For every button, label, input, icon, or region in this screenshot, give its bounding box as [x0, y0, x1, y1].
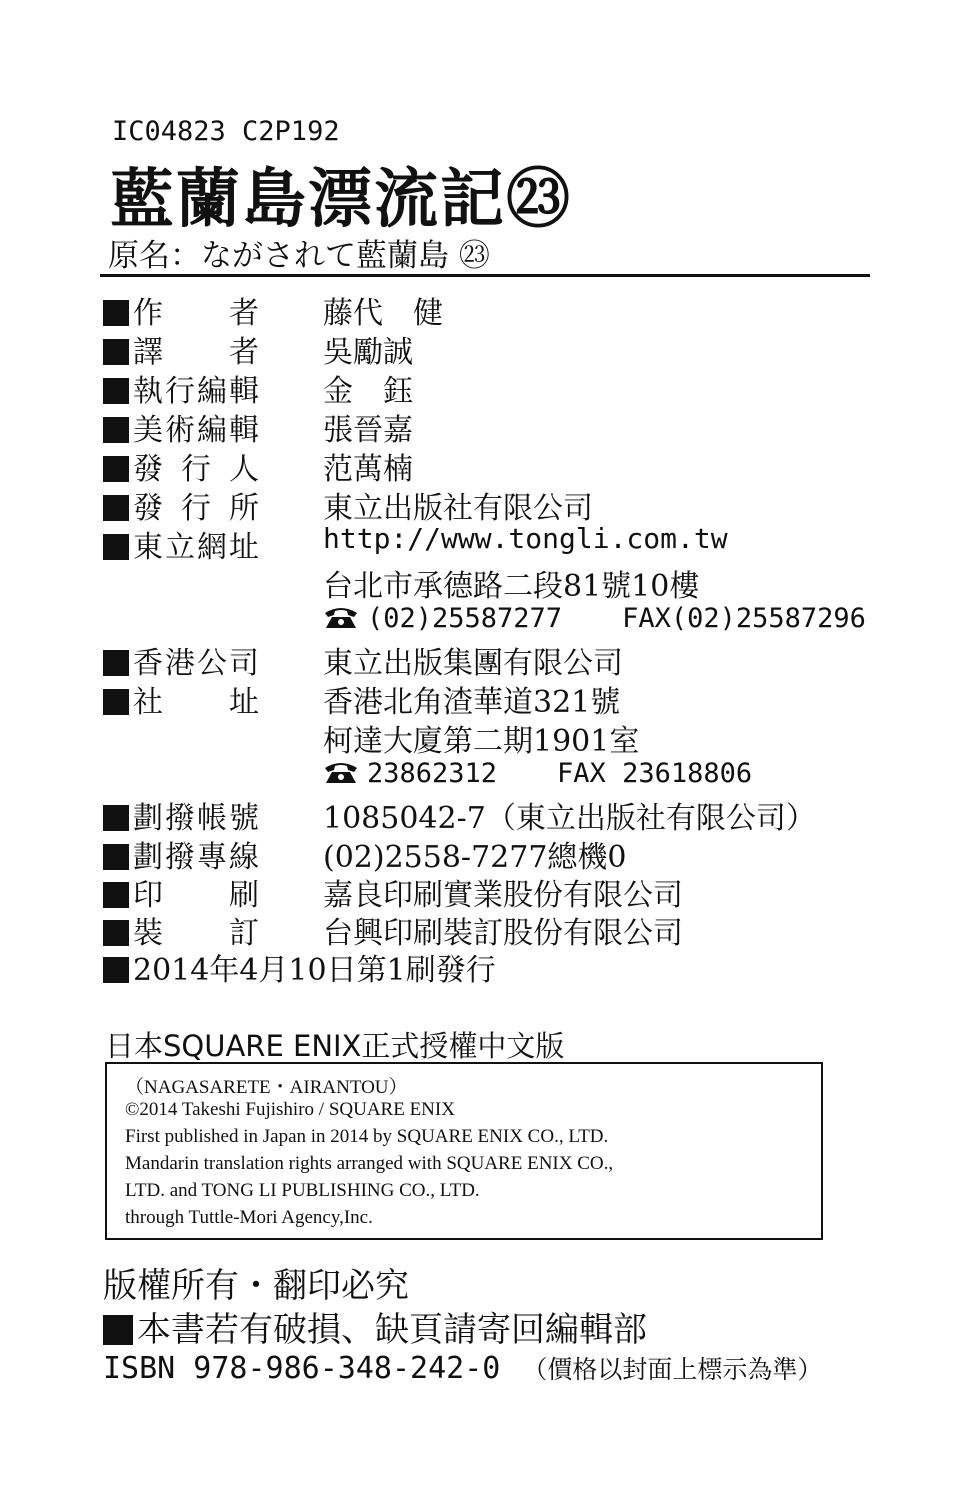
- publish-date-line: [103, 945, 496, 989]
- copyright-line: LTD. and TONG LI PUBLISHING CO., LTD.: [125, 1180, 480, 1201]
- telephone-icon: [323, 760, 359, 784]
- credit-label: 社 址: [133, 685, 259, 720]
- bullet-square: [103, 805, 129, 831]
- copyright-line: through Tuttle-Mori Agency,Inc.: [125, 1207, 373, 1228]
- telephone-icon: [323, 605, 359, 629]
- credit-value: 金 鈺: [323, 374, 413, 409]
- bullet-square: [103, 378, 129, 404]
- website-link[interactable]: http://www.tongli.com.tw: [323, 522, 728, 555]
- credit-label: 劃撥帳號: [133, 801, 259, 836]
- copyright-line: Mandarin translation rights arranged with SQUARE ENIX CO.,: [125, 1153, 614, 1174]
- bullet-square: [103, 339, 129, 365]
- copyright-line: ©2014 Takeshi Fujishiro / SQUARE ENIX: [125, 1099, 455, 1120]
- hk-fax: FAX 23618806: [557, 758, 753, 789]
- credit-label: 作 者: [133, 296, 259, 331]
- credit-value: 東立出版集團有限公司: [323, 646, 623, 681]
- isbn-line: [103, 1350, 822, 1386]
- publish-date: 2014年4月10日第1刷發行: [133, 953, 496, 988]
- credit-value: 張晉嘉: [323, 413, 413, 448]
- credit-value: 吳勵誠: [323, 335, 413, 370]
- title-divider: [100, 274, 870, 277]
- hk-phone: 23862312: [367, 758, 498, 789]
- credit-value: 嘉良印刷實業股份有限公司: [323, 878, 683, 913]
- bullet-square: [103, 920, 129, 946]
- credit-label: 裝 訂: [133, 916, 259, 951]
- hk-contact: [323, 755, 752, 790]
- credit-label: 印 刷: [133, 878, 259, 913]
- hk-address-line2: 柯達大廈第二期1901室: [323, 724, 640, 759]
- catalog-codes: IC04823 C2P192: [112, 116, 340, 147]
- bullet-square: [103, 495, 129, 521]
- credit-value: (02)2558-7277總機0: [323, 840, 627, 875]
- credit-value: 香港北角渣華道321號: [323, 685, 621, 720]
- bullet-square: [103, 417, 129, 443]
- authorized-edition: 日本SQUARE ENIX正式授權中文版: [105, 1029, 565, 1063]
- copyright-line: First published in Japan in 2014 by SQUARE ENIX CO., LTD.: [125, 1126, 609, 1147]
- taipei-phone: (02)25587277: [367, 603, 563, 634]
- bullet-square: [103, 882, 129, 908]
- bullet-square: [103, 456, 129, 482]
- rights-reserved: 版權所有・翻印必究: [103, 1266, 409, 1306]
- taipei-address: 台北市承德路二段81號10樓: [323, 569, 700, 604]
- credit-label: 譯 者: [133, 335, 259, 370]
- credit-label: 東立網址: [133, 530, 259, 565]
- credit-label: 劃撥專線: [133, 840, 259, 875]
- credit-value: 東立出版社有限公司: [323, 491, 593, 526]
- credit-value: 1085042-7（東立出版社有限公司）: [323, 801, 816, 836]
- bullet-square: [103, 844, 129, 870]
- price-note: （價格以封面上標示為準）: [522, 1355, 823, 1384]
- copyright-line: （NAGASARETE・AIRANTOU）: [125, 1077, 408, 1098]
- credit-value: 藤代 健: [323, 296, 443, 331]
- bullet-square: [103, 650, 129, 676]
- credit-label: 美術編輯: [133, 413, 259, 448]
- isbn: ISBN 978-986-348-242-0: [103, 1351, 501, 1386]
- taipei-fax: FAX(02)25587296: [622, 603, 866, 634]
- copyright-box: [105, 1062, 823, 1240]
- credit-value: 范萬楠: [323, 452, 413, 487]
- bullet-square: [103, 300, 129, 326]
- bullet-square: [103, 689, 129, 715]
- credit-label: 執行編輯: [133, 374, 259, 409]
- original-title: 原名：ながされて藍蘭島 ㉓: [108, 238, 490, 274]
- taipei-contact: [323, 600, 866, 635]
- book-title: 藍蘭島漂流記㉓: [110, 162, 572, 237]
- damaged-notice-line: [103, 1302, 647, 1351]
- bullet-square: [103, 1315, 133, 1345]
- damaged-notice: 本書若有破損、缺頁請寄回編輯部: [137, 1310, 647, 1350]
- credit-label: 發 行 人: [133, 452, 259, 487]
- bullet-square: [103, 957, 129, 983]
- bullet-square: [103, 534, 129, 560]
- credit-label: 香港公司: [133, 646, 259, 681]
- credit-label: 發 行 所: [133, 491, 259, 526]
- credit-value: 台興印刷裝訂股份有限公司: [323, 916, 683, 951]
